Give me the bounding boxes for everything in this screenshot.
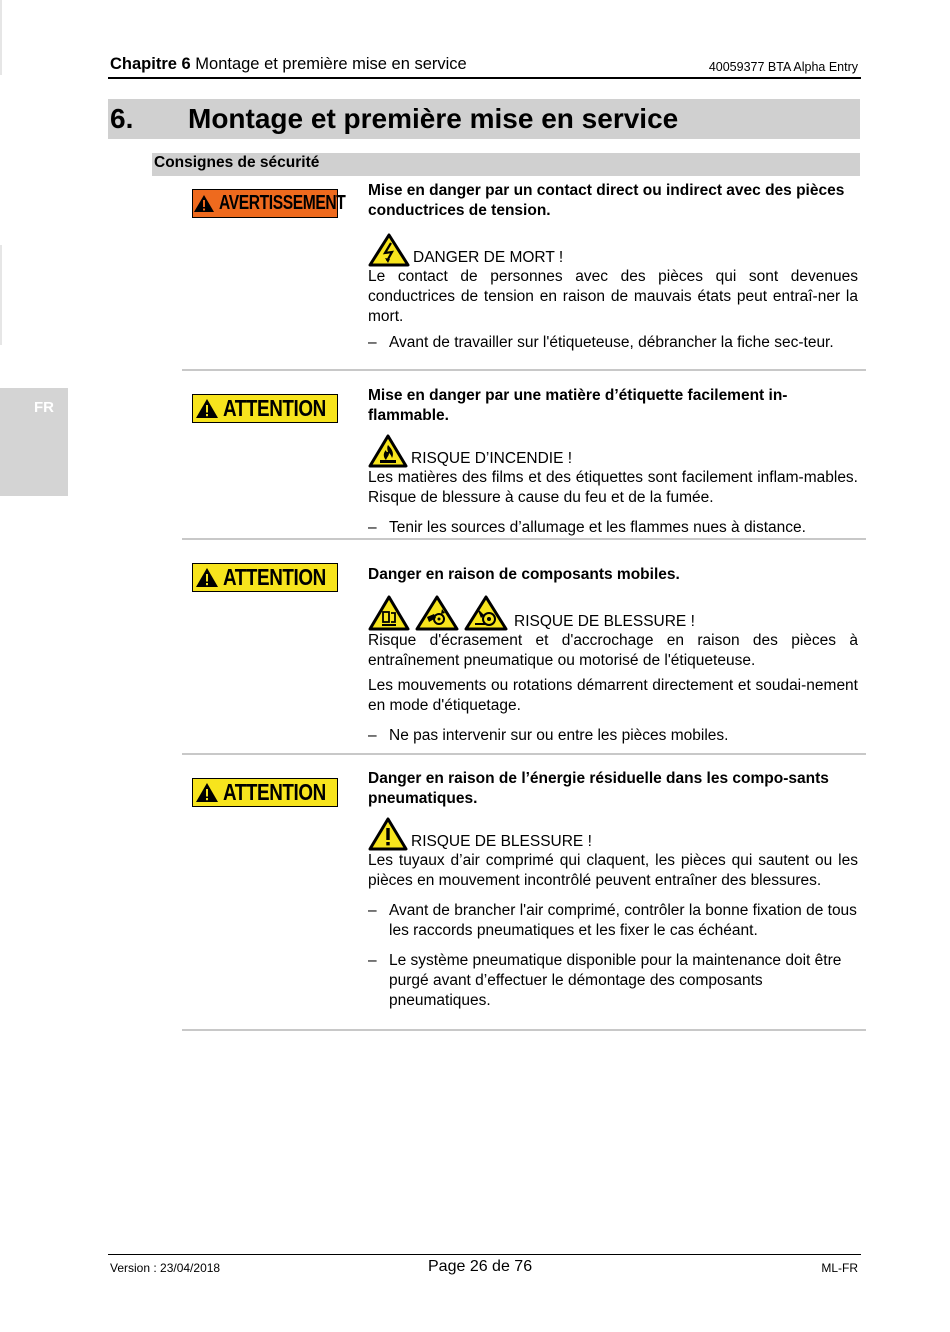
- block-title: Danger en raison de l’énergie résiduelle dans les compo-sants pneumatiques.: [368, 770, 829, 807]
- instruction-item: [368, 901, 858, 941]
- block-paragraph: Les mouvements ou rotations démarrent directement et soudai-nement en mode d'étiquetage.: [368, 677, 858, 714]
- instruction-text: Avant de travailler sur l'étiqueteuse, débrancher la fiche sec-teur.: [389, 334, 834, 351]
- list-dash: –: [368, 727, 377, 744]
- general-warning-icon: [368, 817, 408, 851]
- block-title: Danger en raison de composants mobiles.: [368, 566, 680, 583]
- safety-block: [368, 181, 858, 353]
- attention-label-text: ATTENTION: [223, 395, 326, 421]
- block-paragraph: Les matières des films et des étiquettes sont facilement inflam-mables. Risque de blessure à cause du feu et de la fumée.: [368, 469, 858, 506]
- instruction-item: [368, 726, 858, 746]
- hazard-text: RISQUE DE BLESSURE !: [411, 833, 592, 850]
- block-paragraph: Le contact de personnes avec des pièces qui sont devenues conductrices de tension en raison de mauvais états peut entraî-ner la mort.: [368, 268, 858, 325]
- attention-label: [192, 394, 338, 423]
- block-separator: [182, 753, 866, 755]
- attention-label-text: ATTENTION: [223, 564, 326, 590]
- list-dash: –: [368, 519, 377, 536]
- header-rule: [108, 77, 861, 79]
- instruction-item: [368, 518, 858, 538]
- warning-triangle-icon: [195, 567, 219, 588]
- hazard-text: RISQUE DE BLESSURE !: [514, 613, 695, 630]
- chapter-number: 6.: [110, 103, 134, 134]
- safety-block: [368, 386, 858, 538]
- hazard-line: [368, 817, 858, 851]
- block-separator: [182, 369, 866, 371]
- instruction-item: [368, 951, 858, 1011]
- list-dash: –: [368, 334, 377, 351]
- footer-version: Version : 23/04/2018: [110, 1261, 221, 1275]
- instruction-text: Avant de brancher l'air comprimé, contrôler la bonne fixation de tous les raccords pneumatiques et les fixer le cas échéant.: [389, 902, 857, 939]
- header-doc-ref: 40059377 BTA Alpha Entry: [708, 60, 858, 74]
- safety-block: [368, 769, 858, 1011]
- crush-hazard-icon: [368, 595, 410, 631]
- instruction-text: Ne pas intervenir sur ou entre les pièces mobiles.: [389, 727, 729, 744]
- hazard-line: [368, 434, 858, 468]
- warning-triangle-icon: [195, 782, 219, 803]
- block-separator: [182, 538, 866, 540]
- warning-label-text: AVERTISSEMENT: [219, 192, 346, 214]
- hazard-text: RISQUE D’INCENDIE !: [411, 450, 573, 467]
- footer-rule: [108, 1254, 861, 1255]
- language-tab: [0, 388, 68, 496]
- hazard-line: [368, 233, 858, 267]
- header-chapter: [110, 55, 467, 74]
- instruction-text: Le système pneumatique disponible pour la maintenance doit être purgé avant d’effectuer le démontage des composants pneumatiques.: [389, 952, 842, 1009]
- electric-hazard-icon: [368, 233, 410, 267]
- list-dash: –: [368, 952, 377, 969]
- footer-page-number: Page 26 de 76: [428, 1258, 533, 1275]
- instruction-item: [368, 333, 858, 353]
- rotating-parts-hazard-icon: [464, 595, 508, 631]
- block-paragraph: Les tuyaux d’air comprimé qui claquent, les pièces qui sautent ou les pièces en mouvement incontrôlé peuvent entraîner des blessures.: [368, 852, 858, 889]
- safety-block: [368, 565, 858, 746]
- attention-label-text: ATTENTION: [223, 779, 326, 805]
- language-tab-label: FR: [34, 399, 54, 416]
- warning-label: [192, 189, 346, 218]
- side-margin-line: [0, 245, 2, 345]
- footer-lang: ML-FR: [821, 1261, 858, 1275]
- block-separator: [182, 1029, 866, 1031]
- list-dash: –: [368, 902, 377, 919]
- warning-triangle-icon: [193, 194, 215, 213]
- attention-label: [192, 778, 338, 807]
- block-paragraph: Risque d'écrasement et d'accrochage en raison des pièces à entraînement pneumatique ou motorisé de l'étiqueteuse.: [368, 632, 858, 669]
- hazard-line: [368, 595, 858, 631]
- fire-hazard-icon: [368, 434, 408, 468]
- side-margin-line: [0, 0, 2, 75]
- header-chapter-number: Chapitre 6: [110, 55, 191, 73]
- warning-triangle-icon: [195, 398, 219, 419]
- block-title: Mise en danger par une matière d’étiquette facilement in-flammable.: [368, 387, 788, 424]
- instruction-text: Tenir les sources d’allumage et les flammes nues à distance.: [389, 519, 806, 536]
- section-title: Consignes de sécurité: [154, 154, 320, 171]
- block-title: Mise en danger par un contact direct ou indirect avec des pièces conductrices de tension.: [368, 182, 845, 219]
- entanglement-hazard-icon: [415, 595, 459, 631]
- attention-label: [192, 563, 338, 592]
- chapter-title: Montage et première mise en service: [188, 103, 679, 134]
- hazard-text: DANGER DE MORT !: [413, 249, 564, 266]
- header-chapter-title: Montage et première mise en service: [190, 55, 467, 73]
